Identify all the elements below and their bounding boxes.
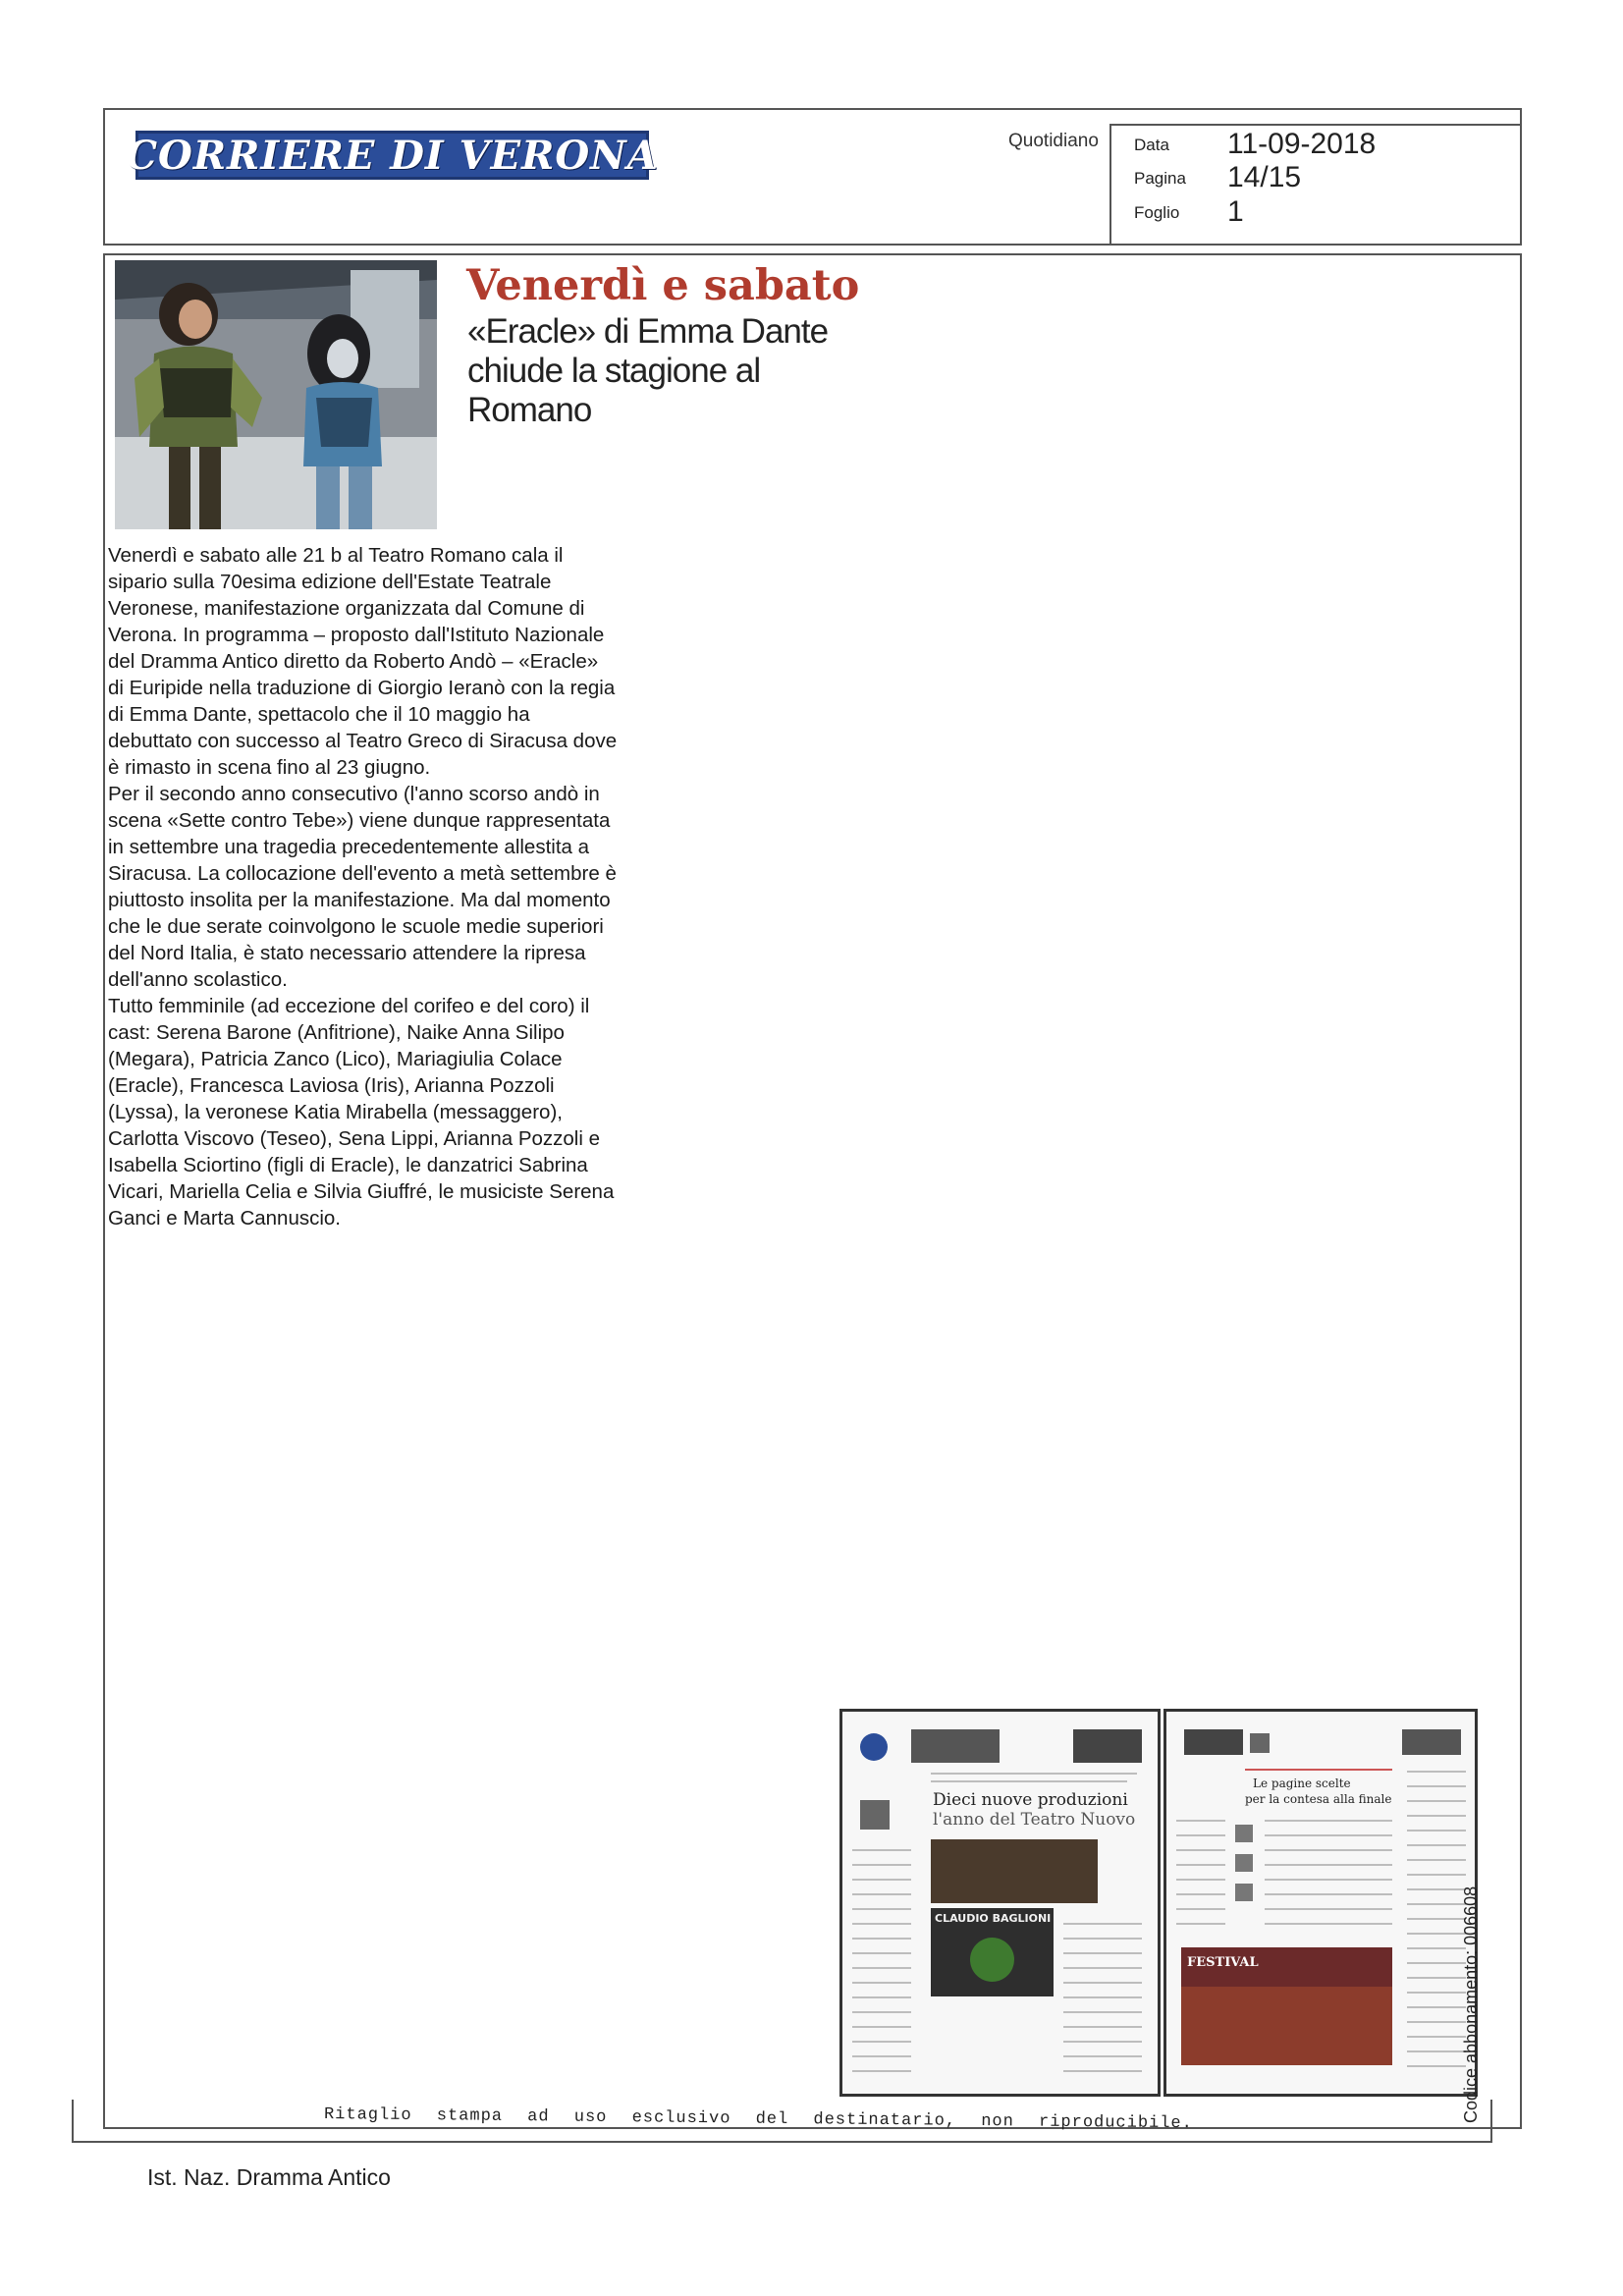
thumbnail-photo (1184, 1729, 1243, 1755)
data-value: 11-09-2018 (1227, 128, 1377, 160)
thumbnail-banner-text: CLAUDIO BAGLIONI (935, 1912, 1052, 1925)
thumbnail-photo (1235, 1854, 1253, 1872)
thumbnail-photo (1073, 1729, 1142, 1763)
article-paragraph: Tutto femminile (ad eccezione del corifeo e del coro) il cast: Serena Barone (Anfitrione), Naike Anna Silipo (Megara), Patricia Zanco (Lico), Mariagiulia Colace (Eracle), Francesca Laviosa (Iris), Arianna Pozzoli (Lyssa), la veronese Katia Mirabella (messaggero), Carlotta Viscovo (Teseo), Sena Lippi, Arianna Pozzoli e Isabella Sciortino (figli di Eracle), le danzatrici Sabrina Vicari, Mariella Celia e Silvia Giuffré, le musiciste Serena Ganci e Marta Cannuscio. (108, 995, 615, 1230)
frequency-label: Quotidiano (1008, 131, 1099, 151)
thumbnail-headline: Le pagine scelte (1253, 1777, 1351, 1790)
page-thumbnail-2 (1163, 1709, 1478, 2097)
article-paragraph: Venerdì e sabato alle 21 b al Teatro Romano cala il sipario sulla 70esima edizione dell'Estate Teatrale Veronese, manifestazione organizzata dal Comune di Verona. In programma – proposto dall'Istituto Nazionale del Dramma Antico diretto da Roberto Andò – «Eracle» di Euripide nella traduzione di Giorgio Ieranò con la regia di Emma Dante, spettacolo che il 10 maggio ha debuttato con successo al Teatro Greco di Siracusa dove è rimasto in scena fino al 23 giugno. (108, 544, 618, 779)
article-kicker: Venerdì e sabato (466, 261, 860, 310)
pagina-label: Pagina (1134, 169, 1186, 188)
thumbnail-photo (1250, 1733, 1270, 1753)
page-thumbnail-1 (839, 1709, 1161, 2097)
foglio-label: Foglio (1134, 203, 1180, 222)
article-paragraph: Per il secondo anno consecutivo (l'anno scorso andò in scena «Sette contro Tebe») viene dunque rappresentata in settembre una tragedia precedentemente allestita a Siracusa. La collocazione dell'evento a metà settembre è piuttosto insolita per la manifestazione. Ma dal momento che le due serate coinvolgono le scuole medie superiori del Nord Italia, è stato necessario attendere la ripresa dell'anno scolastico. (108, 783, 617, 991)
article-headline: «Eracle» di Emma Dante chiude la stagione al Romano (467, 312, 829, 429)
thumbnail-headline: per la contesa alla finale (1245, 1792, 1392, 1806)
pagina-value: 14/15 (1227, 161, 1302, 193)
thumbnail-banner-text: FESTIVAL (1187, 1955, 1259, 1970)
logo-icon (860, 1733, 888, 1761)
logo-text: CORRIERE DI VERONA (126, 132, 659, 179)
thumbnail-banner (931, 1908, 1054, 1996)
thumbnail-photo (970, 1938, 1014, 1982)
thumbnail-photo (1181, 1987, 1392, 2065)
footer-note: Ritaglio stampa ad uso esclusivo del destinatario, non riproducibile. (323, 2105, 1193, 2134)
thumbnail-headline: Dieci nuove produzioni (933, 1790, 1128, 1810)
article-body (108, 542, 619, 1231)
thumbnail-photo (1402, 1729, 1461, 1755)
foglio-value: 1 (1227, 195, 1244, 228)
source-label: Ist. Naz. Dramma Antico (147, 2164, 391, 2190)
thumbnail-photo (860, 1800, 890, 1830)
newspaper-logo (126, 131, 659, 180)
data-label: Data (1134, 136, 1169, 154)
thumbnail-photo (1235, 1884, 1253, 1901)
article-photo (115, 260, 437, 529)
thumbnail-photo (911, 1729, 1000, 1763)
thumbnail-banner (1181, 1947, 1392, 2065)
thumbnail-headline: l'anno del Teatro Nuovo (933, 1810, 1136, 1830)
subscription-code: Codice abbonamento: 006608 (1461, 1886, 1481, 2123)
thumbnail-photo (1235, 1825, 1253, 1842)
thumbnail-photo (931, 1839, 1098, 1903)
